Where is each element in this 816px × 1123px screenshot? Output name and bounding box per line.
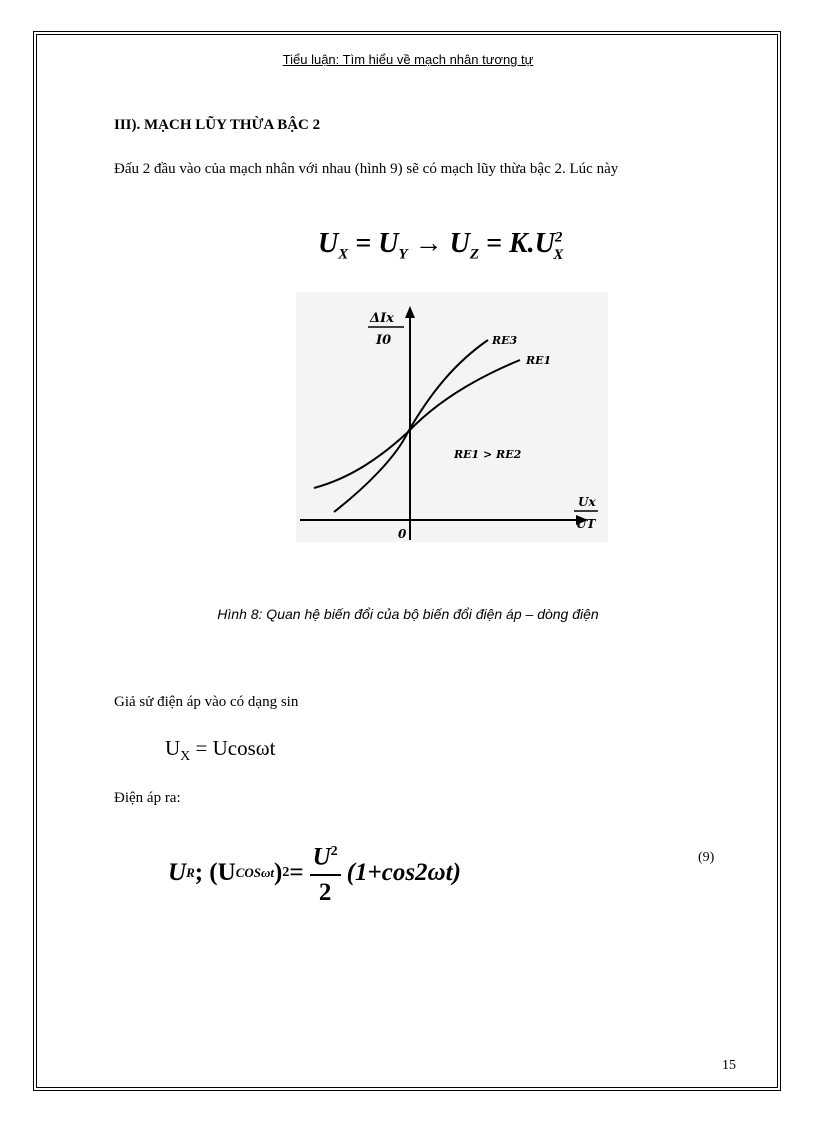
relation-label: RE1 > RE2 <box>454 448 522 461</box>
curve-label-re3: RE3 <box>492 334 518 347</box>
origin-label: 0 <box>398 527 407 541</box>
x-label-num: Ux <box>578 495 596 509</box>
y-label-den: I0 <box>376 333 392 348</box>
figure-caption: Hình 8: Quan hệ biến đổi của bộ biến đổi điện áp – dòng điện <box>217 606 599 622</box>
equation-number: (9) <box>698 850 715 865</box>
page-number: 15 <box>722 1058 736 1073</box>
intro-paragraph: Đấu 2 đầu vào của mạch nhân với nhau (hình 9) sẽ có mạch lũy thừa bậc 2. Lúc này <box>114 161 619 177</box>
transfer-characteristic-figure <box>296 292 608 542</box>
page-header: Tiểu luận: Tìm hiểu về mạch nhân tương tự <box>282 52 534 67</box>
y-label-num: ΔIx <box>370 311 394 326</box>
formula-square: $U_X = U_Y \to U_Z = K.U^2_X$ <box>318 228 564 263</box>
curve-label-re1: RE1 <box>526 354 552 367</box>
formula-input-voltage: $U_X = Ucos\omega t$ <box>165 736 276 765</box>
section-heading: III). MẠCH LŨY THỪA BẬC 2 <box>114 117 321 133</box>
page-border-inner <box>36 34 778 1088</box>
formula-output-voltage: U R ; (U COSωt ) 2 = $\frac{U^2}{2}$ (1+cos2ωt) <box>168 835 461 910</box>
output-text: Điện áp ra: <box>114 790 181 806</box>
x-label-den: UT <box>576 517 596 531</box>
sine-text: Giả sử điện áp vào có dạng sin <box>114 694 299 710</box>
